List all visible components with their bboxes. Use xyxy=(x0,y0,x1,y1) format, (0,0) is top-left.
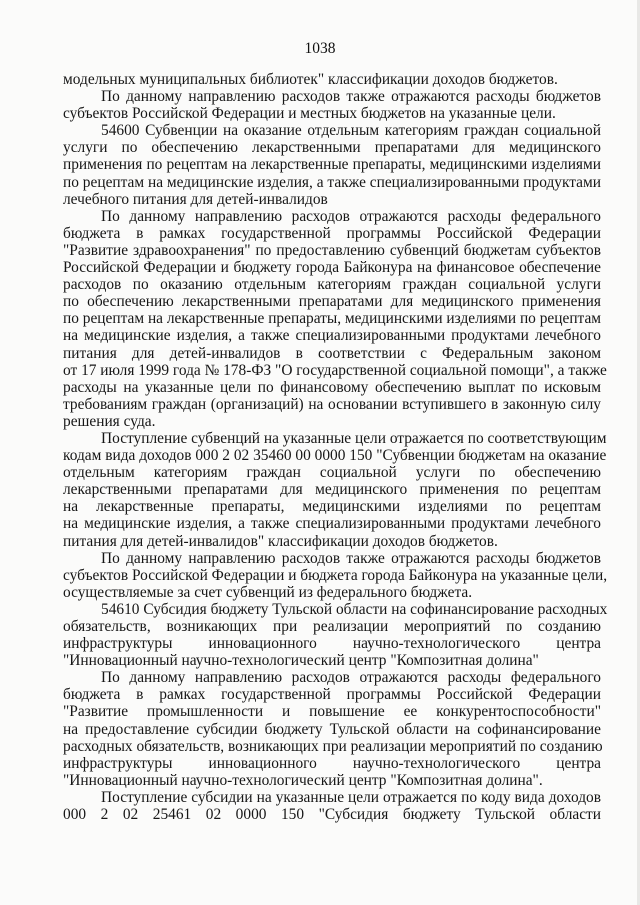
text-line: применения по рецептам на лекарственные препараты, медицинскими изделиями xyxy=(63,156,601,174)
text-line: инфраструктуры инновационного научно-технологического центра xyxy=(63,754,601,772)
text-line: от 17 июля 1999 года № 178-ФЗ "О государственной социальной помощи", а также xyxy=(63,361,607,379)
text-line: услуги по обеспечению лекарственными препаратами для медицинского xyxy=(63,139,601,157)
text-line: отдельным категориям граждан социальной услуги по обеспечению xyxy=(63,464,601,482)
text-line: бюджета в рамках государственной программы Российской Федерации xyxy=(63,224,601,242)
text-line: "Развитие здравоохранения" по предоставлению субвенций бюджетам субъектов xyxy=(63,241,601,259)
text-line: По данному направлению расходов также отражаются расходы бюджетов xyxy=(101,88,601,106)
text-line: лекарственными препаратами для медицинского применения по рецептам xyxy=(63,481,601,499)
text-line: Поступление субсидии на указанные цели отражается по коду вида доходов xyxy=(101,788,601,806)
text-line: осуществляемые за счет субвенций из федерального бюджета. xyxy=(63,583,473,601)
text-line: решения суда. xyxy=(63,412,156,430)
text-line: по рецептам на медицинские изделия, а также специализированными продуктами xyxy=(63,173,601,191)
text-line: 54600 Субвенции на оказание отдельным категориям граждан социальной xyxy=(101,122,601,140)
text-line: на предоставление субсидии бюджету Тульской области на софинансирование xyxy=(63,720,601,738)
text-line: 000 2 02 25461 02 0000 150 "Субсидия бюджету Тульской области xyxy=(63,806,601,824)
text-line: обязательств, возникающих при реализации мероприятий по созданию xyxy=(63,618,601,635)
text-line: на лекарственные препараты, медицинскими изделиями по рецептам xyxy=(63,498,601,516)
text-line: По данному направлению расходов отражаются расходы федерального xyxy=(101,669,601,687)
text-line: Российской Федерации и бюджету города Байконура на финансовое обеспечение xyxy=(63,259,601,277)
text-line: 54610 Субсидия бюджету Тульской области на софинансирование расходных xyxy=(101,600,608,618)
document-body xyxy=(63,71,608,824)
text-line: кодам вида доходов 000 2 02 35460 00 0000 150 "Субвенции бюджетам на оказание xyxy=(63,447,607,465)
text-line: субъектов Российской Федерации и бюджета города Байконура на указанные цели, xyxy=(63,566,608,584)
text-line: По данному направлению расходов отражаются расходы федерального xyxy=(101,207,601,225)
text-line: "Развитие промышленности и повышение ее конкурентоспособности" xyxy=(63,703,601,721)
text-line: расходы на указанные цели по финансовому обеспечению выплат по исковым xyxy=(63,378,601,396)
text-line: на медицинские изделия, а также специализированными продуктами лечебного xyxy=(63,515,601,533)
text-line: требованиям граждан (организаций) на основании вступившего в законную силу xyxy=(63,395,601,413)
text-line: питания для детей-инвалидов в соответствии с Федеральным законом xyxy=(63,344,601,362)
text-line: расходов по оказанию отдельным категориям граждан социальной услуги xyxy=(63,276,601,294)
text-line: по обеспечению лекарственными препаратами для медицинского применения xyxy=(63,293,601,311)
text-line: расходных обязательств, возникающих при реализации мероприятий по созданию xyxy=(63,737,603,755)
text-line: По данному направлению расходов также отражаются расходы бюджетов xyxy=(101,549,601,567)
text-line: лечебного питания для детей-инвалидов xyxy=(63,190,328,208)
text-line: бюджета в рамках государственной программы Российской Федерации xyxy=(63,686,601,704)
text-line: по рецептам на лекарственные препараты, медицинскими изделиями по рецептам xyxy=(63,310,602,328)
text-line: "Инновационный научно-технологический центр "Композитная долина". xyxy=(63,771,543,789)
text-line: субъектов Российской Федерации и местных бюджетов на указанные цели. xyxy=(63,105,556,123)
text-line: Поступление субвенций на указанные цели отражается по соответствующим xyxy=(101,429,607,447)
text-line: питания для детей-инвалидов" классификации доходов бюджетов. xyxy=(63,532,498,550)
page-number: 1038 xyxy=(304,40,336,57)
text-line: модельных муниципальных библиотек" классификации доходов бюджетов. xyxy=(63,71,558,88)
text-line: на медицинские изделия, а также специализированными продуктами лечебного xyxy=(63,327,601,345)
text-line: "Инновационный научно-технологический центр "Композитная долина" xyxy=(63,652,539,670)
text-line: инфраструктуры инновационного научно-технологического центра xyxy=(63,635,601,653)
